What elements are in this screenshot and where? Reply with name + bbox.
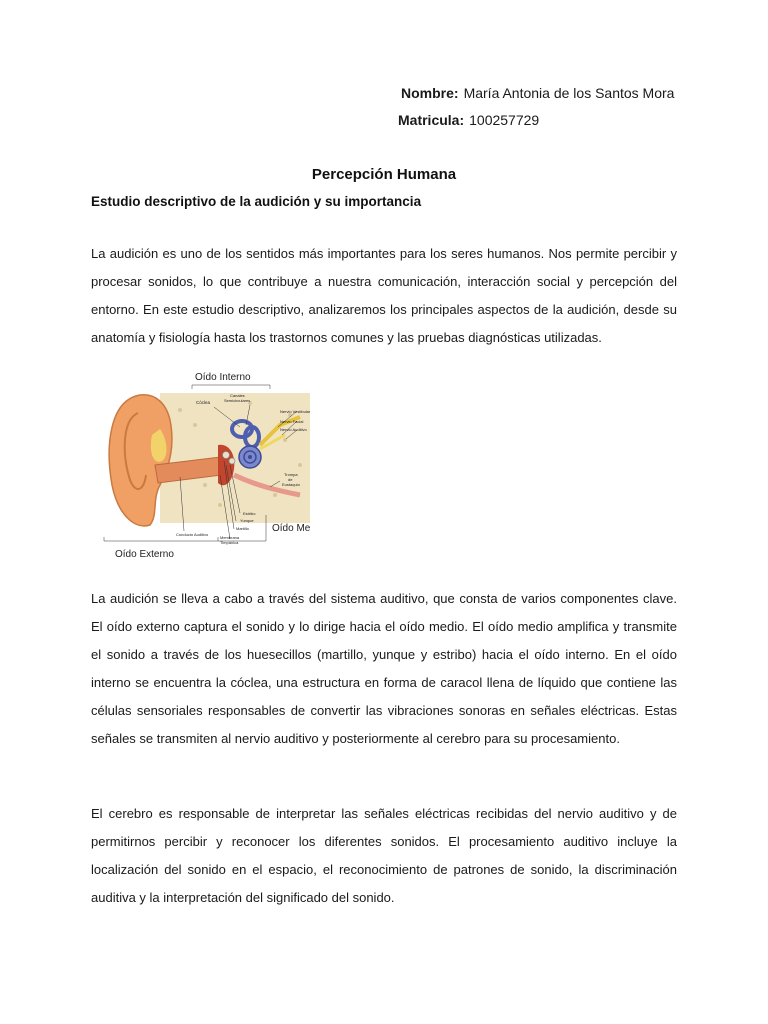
paragraph-intro: La audición es uno de los sentidos más importantes para los seres humanos. Nos permite percibir y procesar sonidos, lo que contribuye a nuestra comunicación, interacción social y percepción del entorno. En este estudio descriptivo, analizaremos los principales aspectos de la audición, desde su anatomía y fisiología hasta los trastornos comunes y las pruebas diagnósticas utilizadas. bbox=[91, 246, 677, 345]
yunque-label: Yunque bbox=[240, 518, 254, 523]
paragraph-brain-processing: El cerebro es responsable de interpretar las señales eléctricas recibidas del nervio auditivo y de permitirnos percibir y reconocer los diferentes sonidos. El procesamiento auditivo incluye la localización del sonido en el espacio, el reconocimiento de patrones de sonido, la discriminación auditiva y la interpretación del significado del sonido. bbox=[91, 806, 677, 905]
trompa-de-label: de bbox=[288, 477, 293, 482]
ear-diagram-svg bbox=[100, 365, 320, 565]
document-subtitle: Estudio descriptivo de la audición y su importancia bbox=[91, 194, 422, 209]
name-label: Nombre: bbox=[401, 85, 459, 101]
canals-label-2: Semicirculares bbox=[224, 398, 251, 403]
facial-nerve-label: Nervio Facial bbox=[280, 419, 304, 424]
paragraph-auditory-system: La audición se lleva a cabo a través del sistema auditivo, que consta de varios componentes clave. El oído externo captura el sonido y lo dirige hacia el oído medio. El oído medio amplifica y transmite el sonido a través de los huesecillos (martillo, yunque y estribo) hacia el oído interno. En el oído interno se encuentra la cóclea, una estructura en forma de caracol llena de líquido que contiene las células sensoriales responsables de convertir las vibraciones sonoras en señales eléctricas. Estas señales se transmiten al nervio auditivo y posteriormente al cerebro para su procesamiento. bbox=[91, 591, 677, 746]
middle-ear-label: Oído Me bbox=[272, 523, 311, 534]
vestibular-nerve-label: Nervio Vestibular bbox=[280, 409, 311, 414]
estribo-label: Estribo bbox=[243, 511, 256, 516]
student-name-line bbox=[401, 85, 674, 101]
membrana-label: Membrana bbox=[220, 535, 240, 540]
ossicle bbox=[223, 452, 230, 459]
ossicle bbox=[229, 458, 235, 464]
inner-ear-label: Oído Interno bbox=[195, 372, 251, 383]
canals-label: Canales bbox=[230, 393, 245, 398]
martillo-label: Martillo bbox=[236, 526, 249, 531]
matricula-line bbox=[398, 112, 539, 128]
matricula-value: 100257729 bbox=[469, 112, 540, 128]
outer-ear-label: Oído Externo bbox=[115, 549, 174, 560]
cochlea-label: Cóclea bbox=[196, 400, 211, 405]
trompa-label: Trompa bbox=[284, 472, 298, 477]
auditory-nerve-label: Nervio Auditivo bbox=[280, 427, 307, 432]
canal-label: Conducto Auditivo bbox=[176, 532, 209, 537]
name-value: María Antonia de los Santos Mora bbox=[463, 85, 675, 101]
ear-anatomy-diagram bbox=[100, 365, 320, 565]
eustaquio-label: Eustaquio bbox=[282, 482, 300, 487]
document-title: Percepción Humana bbox=[311, 166, 457, 183]
cochlea-shape bbox=[239, 446, 261, 468]
timpanica-label: Timpánica bbox=[220, 540, 239, 545]
matricula-label: Matricula: bbox=[398, 112, 465, 128]
